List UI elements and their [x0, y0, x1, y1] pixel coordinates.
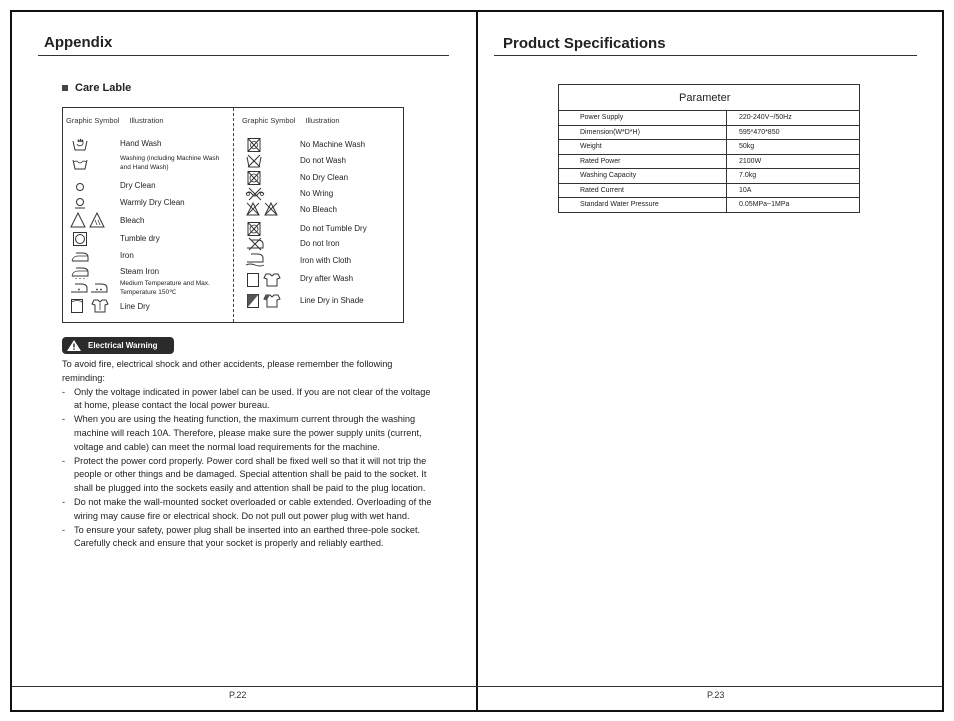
care-label-dry-clean: Dry Clean: [120, 181, 156, 190]
do-not-iron-icon: [245, 237, 265, 251]
spec-value: 10A: [727, 183, 860, 198]
bleach-icon: [70, 212, 106, 228]
iron-icon: [70, 250, 90, 264]
table-row: [559, 198, 860, 213]
care-label-dry-after-wash: Dry after Wash: [300, 274, 354, 283]
steam-iron-icon: [70, 265, 90, 279]
no-dry-clean-icon: [246, 171, 262, 185]
footer-rule: [12, 686, 942, 687]
warning-item: - Only the voltage indicated in power label can be used. If you are not clear of the voltage at home, please contact the local power bureau.: [62, 386, 434, 414]
line-dry-icon: [70, 298, 110, 314]
no-machine-wash-icon: [246, 138, 262, 152]
warning-item: - Protect the power cord properly. Power cord shall be fixed well so that it will not trip the people or other things and be damaged. Special attention shall be paid to the socket. It shall be plugged into the sockets easily and attention shall be paid to the plug location.: [62, 455, 434, 496]
specifications-title-rule: [494, 55, 917, 56]
care-label-do-not-tumble-dry: Do not Tumble Dry: [300, 224, 367, 233]
care-label-iron: Iron: [120, 251, 134, 260]
spec-name: Rated Current: [559, 183, 727, 198]
spec-name: Rated Power: [559, 154, 727, 169]
spec-name: Weight: [559, 140, 727, 155]
care-label-warmly-dry-clean: Warmly Dry Clean: [120, 198, 185, 207]
care-right-col-header: [242, 116, 350, 125]
spec-value: 7.0kg: [727, 169, 860, 184]
care-label-steam-iron: Steam Iron: [120, 267, 160, 276]
dry-clean-icon: [72, 180, 88, 194]
table-header-parameter: Parameter: [559, 85, 860, 111]
specifications-table: [558, 84, 860, 213]
spec-value: 595*470*850: [727, 125, 860, 140]
warning-item: - Do not make the wall-mounted socket overloaded or cable extended. Overloading of the wiring may cause fire or electrical shock. Do not pull out power plug with wet hand.: [62, 496, 434, 524]
spec-name: Standard Water Pressure: [559, 198, 727, 213]
care-left-col-header: [66, 116, 174, 125]
care-label-do-not-iron: Do not Iron: [300, 239, 340, 248]
warning-item: - To ensure your safety, power plug shall be inserted into an earthed three-pole socket. Carefully check and ensure that your socket is properly and reliably earthed.: [62, 524, 434, 552]
table-row: [559, 111, 860, 126]
care-label-iron-medium: Medium Temperature and Max. Temperature 150℃: [120, 280, 210, 296]
warning-item: - When you are using the heating function, the maximum current through the washing machine will reach 10A. Therefore, please make sure the power supply units (current, voltage and cable) can meet the normal load requirements for the machine.: [62, 413, 434, 454]
care-label-do-not-wash: Do not Wash: [300, 156, 346, 165]
col-header-symbol: Graphic Symbol: [242, 116, 296, 125]
care-label-line-dry: Line Dry: [120, 302, 150, 311]
spec-value: 2100W: [727, 154, 860, 169]
appendix-title-rule: [38, 55, 449, 56]
tumble-dry-icon: [72, 232, 88, 246]
care-label-iron-with-cloth: Iron with Cloth: [300, 256, 352, 265]
no-wring-icon: [245, 187, 265, 201]
care-label-heading-text: Care Lable: [75, 82, 132, 94]
table-row: [559, 125, 860, 140]
care-label-hand-wash: Hand Wash: [120, 139, 162, 148]
iron-with-cloth-icon: [245, 253, 265, 267]
table-row: [559, 183, 860, 198]
page-number-left: P.22: [229, 690, 247, 700]
col-header-symbol: Graphic Symbol: [66, 116, 120, 125]
care-label-no-wring: No Wring: [300, 189, 334, 198]
washing-tub-icon: [72, 156, 88, 170]
care-label-line-dry-in-shade: Line Dry in Shade: [300, 296, 364, 305]
warmly-dry-clean-icon: [72, 196, 88, 210]
spec-name: Power Supply: [559, 111, 727, 126]
spec-name: Washing Capacity: [559, 169, 727, 184]
bullet-square-icon: [62, 85, 68, 91]
product-specifications-title: Product Specifications: [503, 35, 666, 52]
care-label-no-machine-wash: No Machine Wash: [300, 140, 366, 149]
spec-value: 220-240V~/50Hz: [727, 111, 860, 126]
appendix-title: Appendix: [44, 34, 113, 51]
hand-wash-icon: [72, 138, 88, 152]
dry-after-wash-icon: [246, 272, 282, 288]
spec-value: 0.05MPa~1MPa: [727, 198, 860, 213]
care-label-no-bleach: No Bleach: [300, 205, 337, 214]
electrical-warning-text: [62, 358, 434, 551]
care-label-no-dry-clean: No Dry Clean: [300, 173, 349, 182]
do-not-tumble-dry-icon: [246, 222, 262, 236]
spec-name: Dimension(W*D*H): [559, 125, 727, 140]
col-header-illustration: Illustration: [129, 116, 164, 125]
electrical-warning-badge: [62, 337, 174, 354]
col-header-illustration: Illustration: [305, 116, 340, 125]
care-label-heading: [62, 82, 131, 94]
no-bleach-icon: [245, 202, 281, 216]
table-row: [559, 169, 860, 184]
care-label-bleach: Bleach: [120, 216, 145, 225]
spec-value: 50kg: [727, 140, 860, 155]
table-row: [559, 154, 860, 169]
page-divider: [476, 10, 478, 712]
table-row: [559, 140, 860, 155]
iron-medium-icon: [70, 281, 110, 295]
warning-triangle-icon: [66, 339, 82, 352]
line-dry-in-shade-icon: [246, 293, 282, 309]
table-header-row: [559, 85, 860, 111]
care-label-tumble-dry: Tumble dry: [120, 234, 160, 243]
care-label-column-separator: [233, 108, 234, 322]
care-label-washing: Washing (including Machine Wash and Hand Wash): [120, 155, 220, 171]
do-not-wash-icon: [246, 154, 262, 168]
page-number-right: P.23: [707, 690, 725, 700]
electrical-warning-label: Electrical Warning: [88, 341, 158, 350]
warning-intro: To avoid fire, electrical shock and other accidents, please remember the following reminding:: [62, 359, 393, 383]
